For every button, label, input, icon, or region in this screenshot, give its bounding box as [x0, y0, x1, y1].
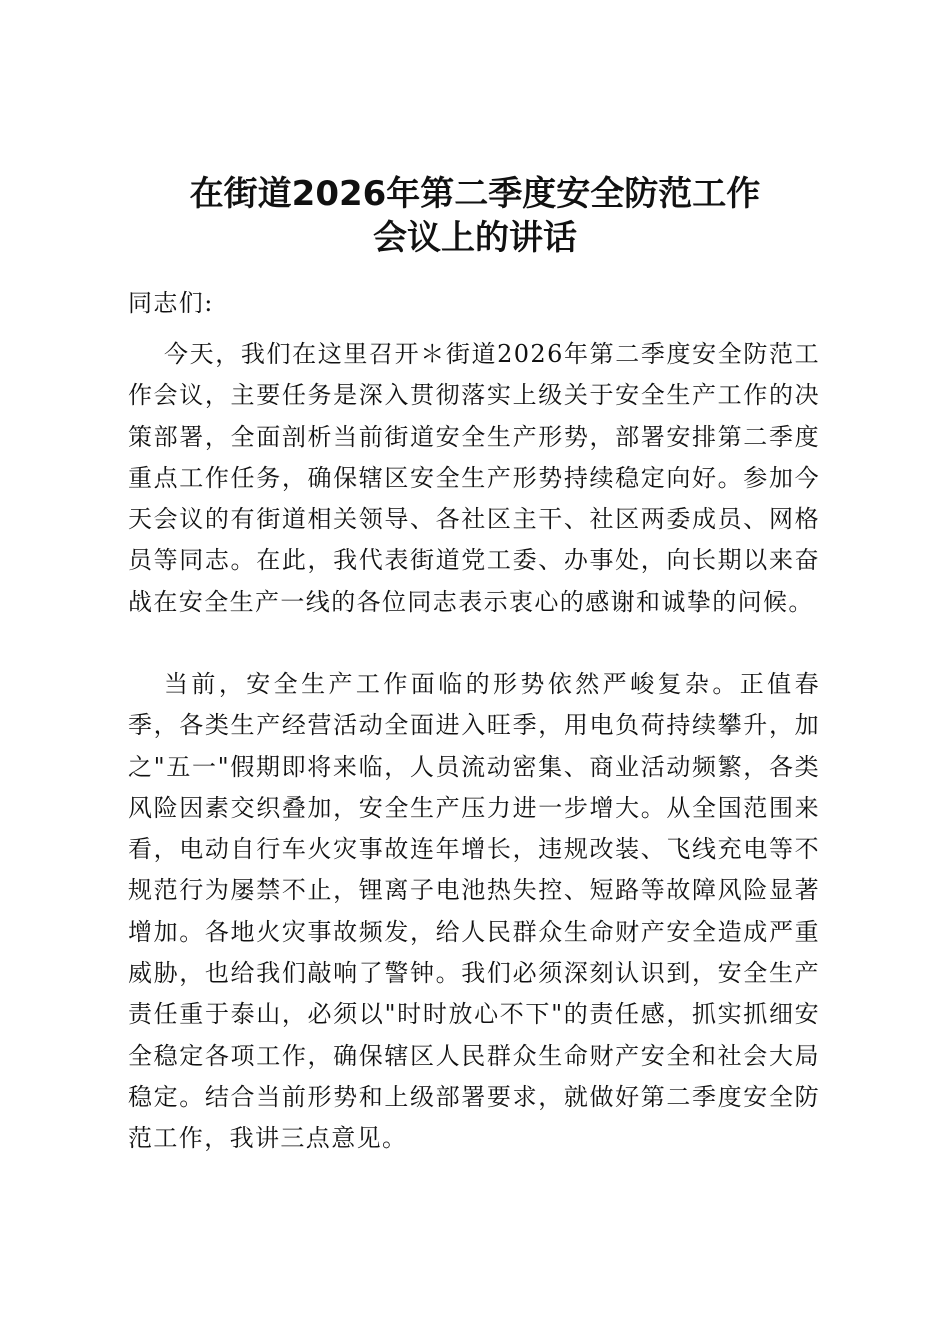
salutation: 同志们:: [128, 289, 214, 317]
document-title-line-2: 会议上的讲话: [373, 218, 577, 258]
paragraph-opening: 今天，我们在这里召开＊街道2026年第二季度安全防范工作会议，主要任务是深入贯彻落实上级关于安全生产工作的决策部署，全面剖析当前街道安全生产形势，部署安排第二季度重点工作任务，确保辖区安全生产形势持续稳定向好。参加今天会议的有街道相关领导、各社区主干、社区两委成员、网格员等同志。在此，我代表街道党工委、办事处，向长期以来奋战在安全生产一线的各位同志表示衷心的感谢和诚挚的问候。: [128, 340, 820, 616]
document-title-line-1: 在街道2026年第二季度安全防范工作: [189, 174, 761, 214]
paragraph-situation: 当前，安全生产工作面临的形势依然严峻复杂。正值春季，各类生产经营活动全面进入旺季，用电负荷持续攀升，加之"五一"假期即将来临，人员流动密集、商业活动频繁，各类风险因素交织叠加，安全生产压力进一步增大。从全国范围来看，电动自行车火灾事故连年增长，违规改装、飞线充电等不规范行为屡禁不止，锂离子电池热失控、短路等故障风险显著增加。各地火灾事故频发，给人民群众生命财产安全造成严重威胁，也给我们敲响了警钟。我们必须深刻认识到，安全生产责任重于泰山，必须以"时时放心不下"的责任感，抓实抓细安全稳定各项工作，确保辖区人民群众生命财产安全和社会大局稳定。结合当前形势和上级部署要求，就做好第二季度安全防范工作，我讲三点意见。: [128, 670, 820, 1153]
